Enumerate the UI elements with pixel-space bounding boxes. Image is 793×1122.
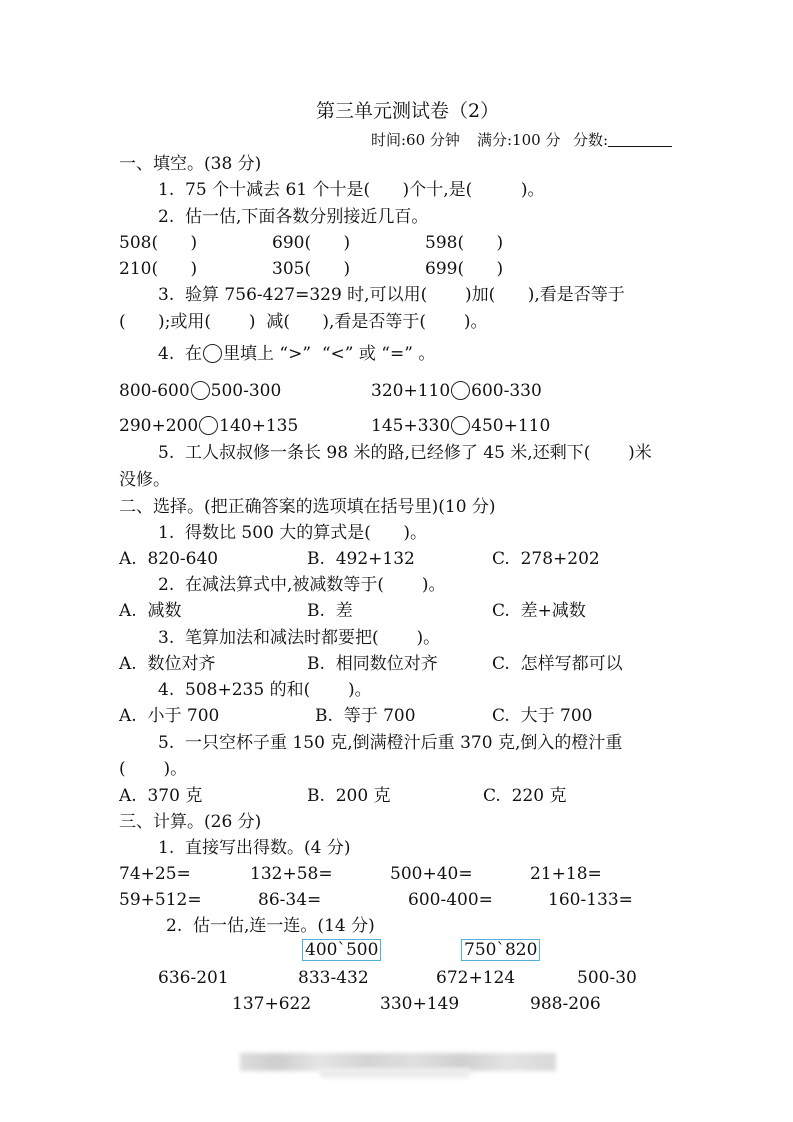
blurred-watermark-sub — [320, 1068, 470, 1078]
circle-blank-icon — [451, 416, 470, 435]
compare-right: 600-330 — [471, 381, 542, 401]
range-box: 400ˋ500 — [302, 939, 381, 961]
score-label: 分数: — [573, 131, 609, 149]
estimate-item: 508( ) — [119, 233, 198, 253]
section-2-heading: 二、选择。(把正确答案的选项填在括号里)(10 分) — [119, 497, 496, 517]
compare-left: 145+330 — [371, 416, 451, 436]
s2-question-5-line2: ( )。 — [119, 759, 188, 779]
estimate-item: 699( ) — [425, 259, 504, 279]
circle-blank-icon — [203, 344, 222, 363]
option-a: A. 820-640 — [119, 549, 219, 569]
calc-item: 59+512= — [119, 890, 202, 910]
range-box: 750ˋ820 — [461, 939, 540, 961]
compare-item — [119, 381, 281, 401]
estimate-expr: 330+149 — [380, 994, 460, 1014]
s3-question-2: 2. 估一估,连一连。(14 分) — [166, 916, 375, 936]
section-1-heading: 一、填空。(38 分) — [119, 154, 262, 174]
s3-question-1: 1. 直接写出得数。(4 分) — [158, 838, 351, 858]
option-c: C. 怎样写都可以 — [492, 654, 623, 674]
estimate-expr: 137+622 — [232, 994, 312, 1014]
calc-item: 160-133= — [548, 890, 633, 910]
page-title: 第三单元测试卷（2） — [316, 100, 500, 122]
option-b: B. 差 — [307, 601, 353, 621]
calc-item: 132+58= — [250, 864, 333, 884]
compare-item — [119, 416, 298, 436]
calc-item: 86-34= — [258, 890, 322, 910]
compare-item — [371, 416, 550, 436]
option-b: B. 相同数位对齐 — [307, 654, 438, 674]
compare-right: 450+110 — [471, 416, 551, 436]
s2-question-4: 4. 508+235 的和( )。 — [158, 680, 372, 700]
s1-question-1: 1. 75 个十减去 61 个十是( )个十,是( )。 — [158, 180, 545, 200]
estimate-item: 305( ) — [272, 259, 351, 279]
compare-left: 290+200 — [119, 416, 199, 436]
estimate-expr: 636-201 — [158, 968, 229, 988]
q4-text-a: 4. 在 — [158, 344, 203, 364]
option-a: A. 370 克 — [119, 786, 203, 806]
s1-question-3-line2: ( );或用( ) 减( ),看是否等于( )。 — [119, 312, 488, 332]
option-c: C. 220 克 — [483, 786, 567, 806]
compare-left: 800-600 — [119, 381, 190, 401]
estimate-expr: 988-206 — [530, 994, 601, 1014]
s1-question-4 — [158, 344, 435, 364]
compare-item — [371, 381, 542, 401]
s1-question-2: 2. 估一估,下面各数分别接近几百。 — [158, 207, 429, 227]
option-a: A. 数位对齐 — [119, 654, 216, 674]
circle-blank-icon — [191, 381, 210, 400]
estimate-item: 210( ) — [119, 259, 198, 279]
option-b: B. 等于 700 — [315, 706, 416, 726]
s1-question-5-line1: 5. 工人叔叔修一条长 98 米的路,已经修了 45 米,还剩下( )米 — [158, 443, 652, 463]
calc-item: 500+40= — [390, 864, 473, 884]
estimate-item: 598( ) — [425, 233, 504, 253]
option-c: C. 大于 700 — [492, 706, 593, 726]
compare-left: 320+110 — [371, 381, 451, 401]
compare-right: 140+135 — [219, 416, 299, 436]
exam-time: 时间:60 分钟 — [371, 131, 460, 149]
estimate-item: 690( ) — [272, 233, 351, 253]
option-b: B. 492+132 — [307, 549, 415, 569]
calc-item: 21+18= — [530, 864, 602, 884]
calc-item: 600-400= — [408, 890, 493, 910]
score-blank — [608, 132, 672, 147]
estimate-expr: 833-432 — [298, 968, 369, 988]
option-a: A. 减数 — [119, 601, 182, 621]
s2-question-3: 3. 笔算加法和减法时都要把( )。 — [158, 628, 441, 648]
q4-text-b: 里填上 “>” “<” 或 “=” 。 — [223, 344, 436, 364]
score-field — [573, 130, 672, 150]
s2-question-1: 1. 得数比 500 大的算式是( )。 — [158, 523, 427, 543]
circle-blank-icon — [199, 416, 218, 435]
s1-question-5-line2: 没修。 — [119, 470, 170, 490]
option-c: C. 差+减数 — [492, 601, 586, 621]
option-c: C. 278+202 — [492, 549, 600, 569]
compare-right: 500-300 — [210, 381, 282, 401]
s2-question-2: 2. 在减法算式中,被减数等于( )。 — [158, 575, 446, 595]
exam-full-score: 满分:100 分 — [477, 131, 561, 149]
estimate-expr: 672+124 — [436, 968, 516, 988]
s2-question-5-line1: 5. 一只空杯子重 150 克,倒满橙汁后重 370 克,倒入的橙汁重 — [158, 733, 623, 753]
calc-item: 74+25= — [119, 864, 191, 884]
estimate-expr: 500-30 — [577, 968, 637, 988]
option-b: B. 200 克 — [307, 786, 391, 806]
section-3-heading: 三、计算。(26 分) — [119, 812, 262, 832]
s1-question-3-line1: 3. 验算 756-427=329 时,可以用( )加( ),看是否等于 — [158, 285, 625, 305]
option-a: A. 小于 700 — [119, 706, 220, 726]
circle-blank-icon — [451, 381, 470, 400]
